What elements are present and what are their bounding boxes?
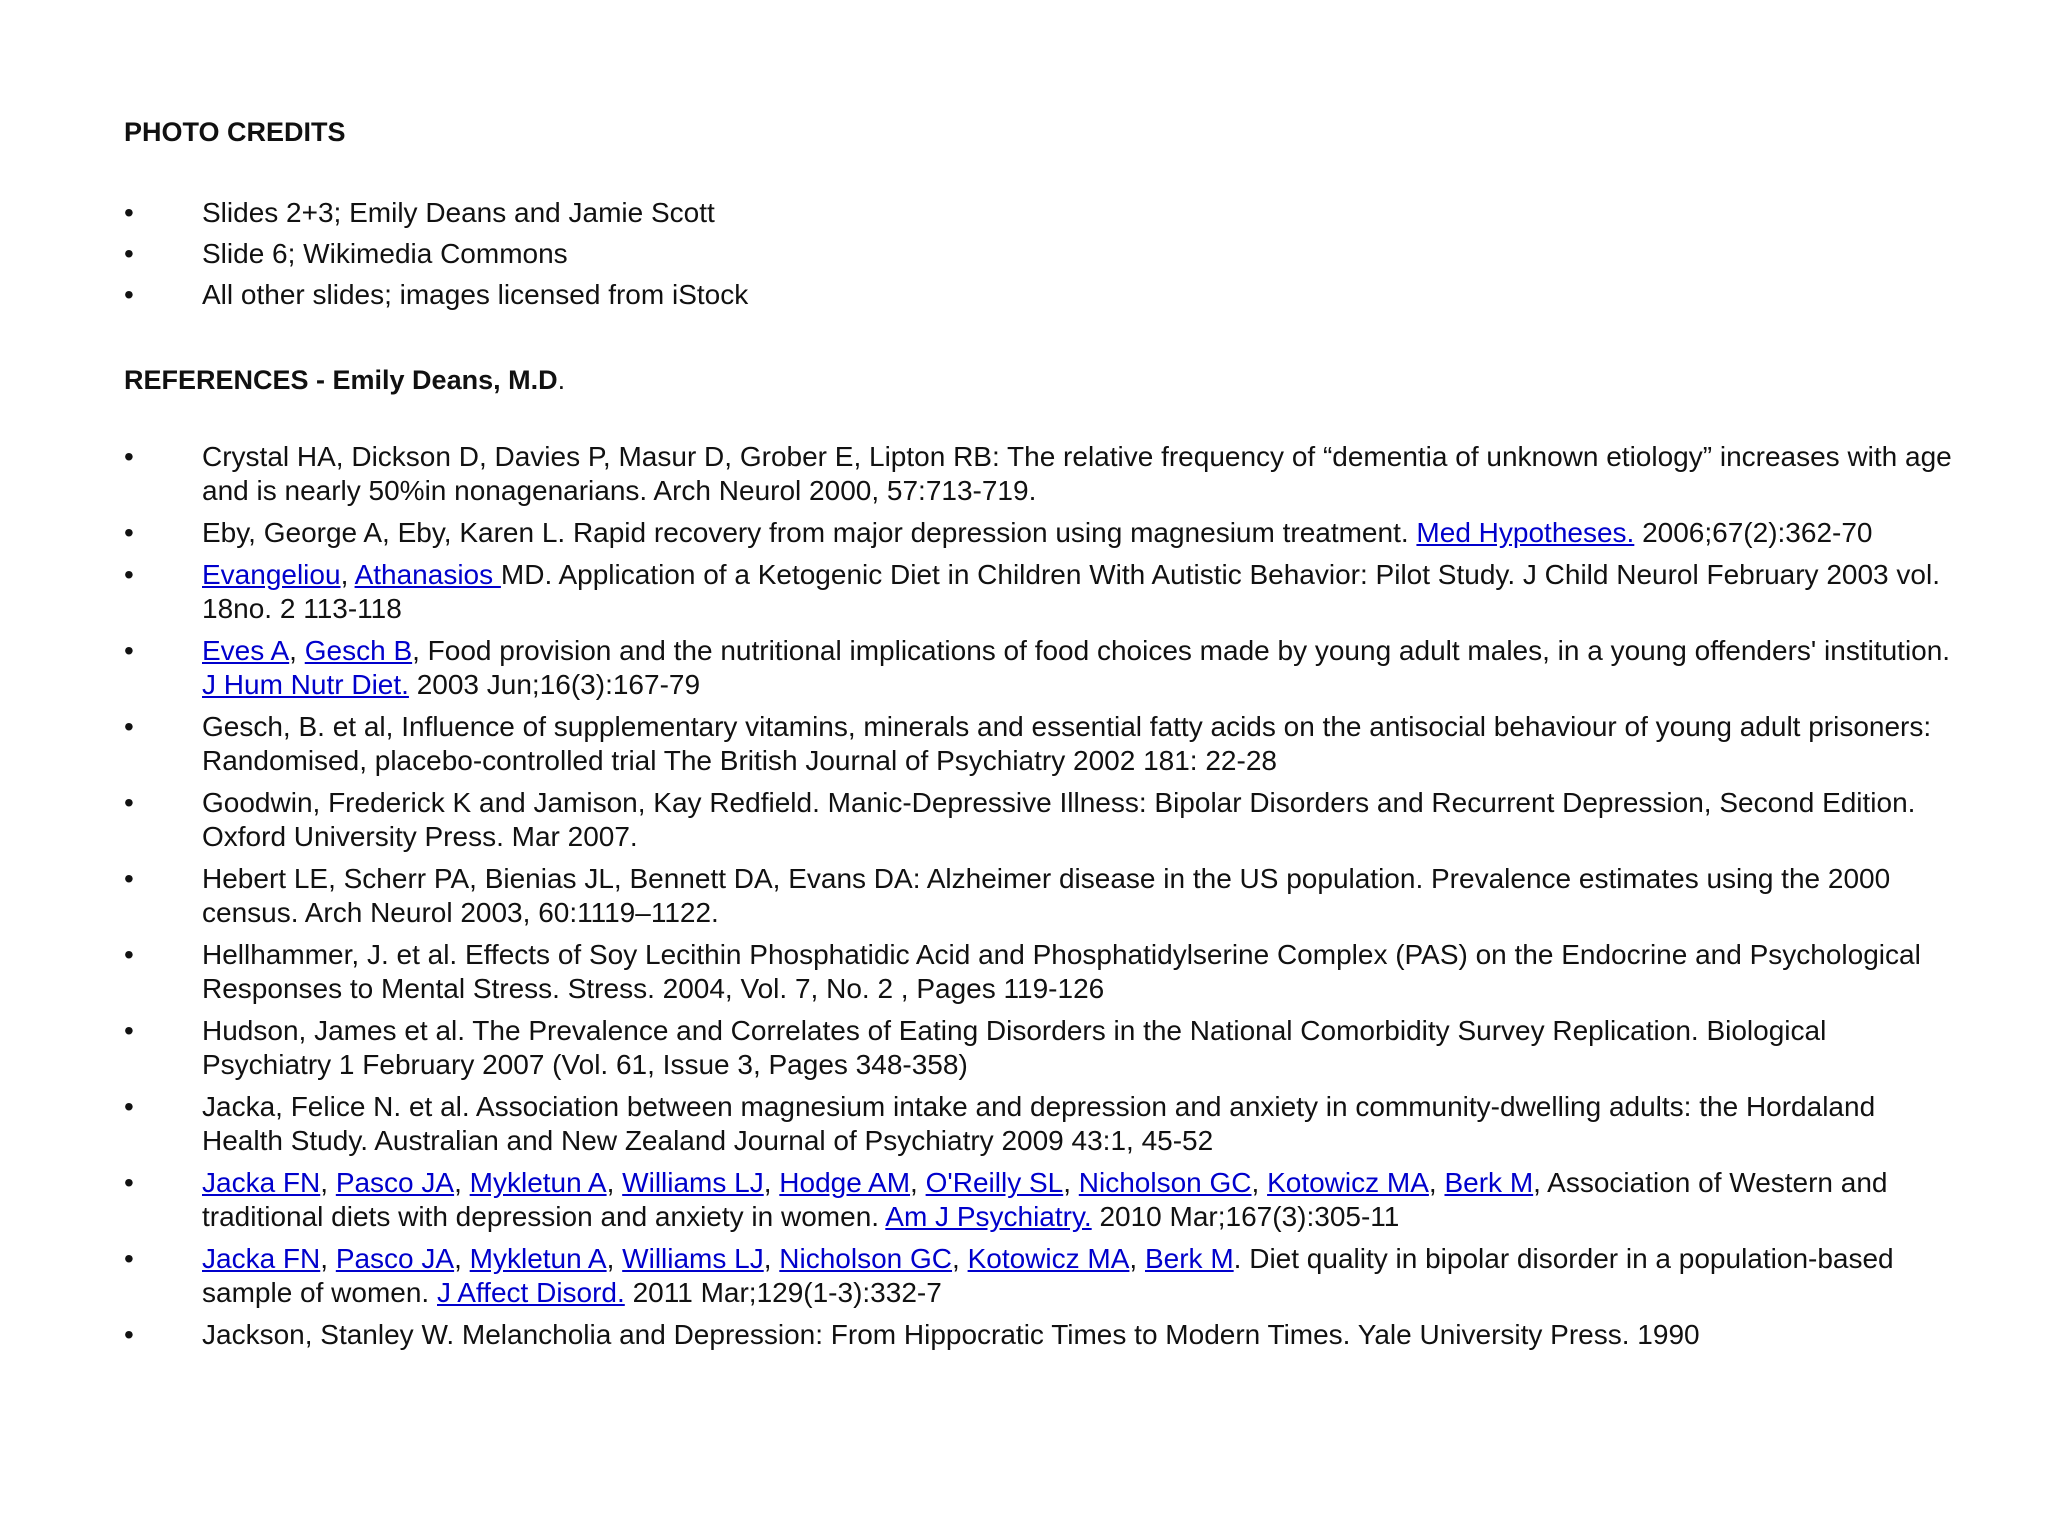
reference-text-segment: ,	[320, 1243, 336, 1274]
bullet-icon: •	[124, 279, 134, 310]
reference-link[interactable]: Hodge AM	[779, 1167, 911, 1198]
reference-link[interactable]: Jacka FN	[202, 1167, 321, 1198]
reference-text-segment: ,	[1428, 1167, 1445, 1198]
bullet-icon: •	[124, 787, 134, 818]
reference-link[interactable]: Eves A	[202, 635, 290, 666]
reference-link[interactable]: Gesch B	[304, 635, 413, 666]
bullet-icon: •	[124, 517, 134, 548]
reference-link[interactable]: Kotowicz MA	[967, 1243, 1130, 1274]
bullet-icon: •	[124, 939, 134, 970]
bullet-icon: •	[124, 1319, 134, 1350]
reference-item	[124, 1318, 1954, 1352]
reference-text-segment: ,	[320, 1167, 336, 1198]
reference-text-segment: ,	[952, 1243, 968, 1274]
photo-credits-heading: PHOTO CREDITS	[124, 117, 346, 147]
reference-text	[202, 1319, 1700, 1350]
reference-item	[124, 710, 1954, 778]
reference-text	[202, 1243, 1894, 1308]
reference-text-segment: . Diet quality in bipolar disorder in a population-based sample of women.	[202, 1243, 1894, 1308]
reference-text-segment: Jacka, Felice N. et al. Association between magnesium intake and depression and anxiety in community-dwelling adults: the Hordaland Health Study. Australian and New Zealand Journal of Psychiatry 2009 43:1, 45-52	[202, 1091, 1876, 1156]
reference-item	[124, 440, 1954, 508]
bullet-icon: •	[124, 197, 134, 228]
reference-item	[124, 786, 1954, 854]
list-item	[124, 233, 1954, 274]
reference-text-segment: Jackson, Stanley W. Melancholia and Depression: From Hippocratic Times to Modern Times. Yale University Press. 1990	[202, 1319, 1700, 1350]
reference-link[interactable]: Williams LJ	[622, 1167, 764, 1198]
bullet-icon: •	[124, 1015, 134, 1046]
reference-text	[202, 1091, 1875, 1156]
reference-text-segment: 2010 Mar;167(3):305-11	[1091, 1201, 1400, 1232]
reference-text-segment: 2006;67(2):362-70	[1634, 517, 1873, 548]
reference-text	[202, 787, 1915, 852]
reference-link[interactable]: Athanasios	[354, 559, 501, 590]
references-list	[124, 440, 1954, 1352]
reference-text-segment: ,	[1251, 1167, 1268, 1198]
reference-text	[202, 559, 1940, 624]
reference-text	[202, 517, 1873, 548]
reference-item	[124, 862, 1954, 930]
reference-text-segment: ,	[606, 1243, 623, 1274]
references-heading-text: REFERENCES - Emily Deans, M.D	[124, 365, 558, 395]
reference-text-segment: ,	[1129, 1243, 1145, 1274]
reference-text-segment: ,	[763, 1243, 780, 1274]
reference-link[interactable]: Mykletun A	[469, 1243, 607, 1274]
bullet-icon: •	[124, 238, 134, 269]
reference-link[interactable]: J Hum Nutr Diet.	[202, 669, 409, 700]
reference-link[interactable]: Pasco JA	[335, 1167, 455, 1198]
reference-text-segment: Goodwin, Frederick K and Jamison, Kay Redfield. Manic-Depressive Illness: Bipolar Disorders and Recurrent Depression, Second Edition. Oxford University Press. Mar 2007.	[202, 787, 1916, 852]
reference-link[interactable]: Berk M	[1144, 1243, 1234, 1274]
reference-text-segment: , Food provision and the nutritional implications of food choices made by young adult males, in a young offenders' institution.	[412, 635, 1951, 666]
reference-item	[124, 1090, 1954, 1158]
reference-link[interactable]: Mykletun A	[469, 1167, 607, 1198]
bullet-icon: •	[124, 1243, 134, 1274]
credit-text: All other slides; images licensed from iStock	[202, 279, 749, 310]
reference-item	[124, 1166, 1954, 1234]
reference-link[interactable]: J Affect Disord.	[437, 1277, 625, 1308]
references-heading-period: .	[557, 365, 566, 395]
reference-link[interactable]: Nicholson GC	[779, 1243, 953, 1274]
reference-text-segment: Gesch, B. et al, Influence of supplementary vitamins, minerals and essential fatty acids on the antisocial behaviour of young adult prisoners: Randomised, placebo-controlled trial The British Journal of Psychiatry 2002 181: 22-28	[202, 711, 1932, 776]
reference-text-segment: Hudson, James et al. The Prevalence and Correlates of Eating Disorders in the National Comorbidity Survey Replication. Biological Psychiatry 1 February 2007 (Vol. 61, Issue 3, Pages 348-358)	[202, 1015, 1827, 1080]
reference-text	[202, 863, 1890, 928]
reference-link[interactable]: Pasco JA	[335, 1243, 455, 1274]
reference-text-segment: ,	[340, 559, 355, 590]
reference-text-segment: ,	[289, 635, 305, 666]
reference-text-segment: Hellhammer, J. et al. Effects of Soy Lecithin Phosphatidic Acid and Phosphatidylserine Complex (PAS) on the Endocrine and Psychological Responses to Mental Stress. Stress. 2004, Vol. 7, No. 2 , Pages 119-126	[202, 939, 1921, 1004]
reference-text-segment: ,	[454, 1243, 470, 1274]
reference-text-segment: MD. Application of a Ketogenic Diet in Children With Autistic Behavior: Pilot Study. J Child Neurol February 2003 vol. 18no. 2 113-118	[202, 559, 1940, 624]
reference-text-segment: ,	[910, 1167, 926, 1198]
reference-text-segment: ,	[454, 1167, 470, 1198]
bullet-icon: •	[124, 863, 134, 894]
reference-item	[124, 634, 1954, 702]
reference-link[interactable]: Williams LJ	[622, 1243, 764, 1274]
credit-text: Slide 6; Wikimedia Commons	[202, 238, 568, 269]
bullet-icon: •	[124, 559, 134, 590]
reference-text-segment: Hebert LE, Scherr PA, Bienias JL, Bennett DA, Evans DA: Alzheimer disease in the US population. Prevalence estimates using the 2000 census. Arch Neurol 2003, 60:1119–1122.	[202, 863, 1891, 928]
credit-text: Slides 2+3; Emily Deans and Jamie Scott	[202, 197, 715, 228]
reference-text-segment: 2011 Mar;129(1-3):332-7	[624, 1277, 942, 1308]
reference-text-segment: ,	[763, 1167, 780, 1198]
reference-link[interactable]: Evangeliou	[202, 559, 341, 590]
reference-text-segment: ,	[1063, 1167, 1079, 1198]
reference-link[interactable]: Kotowicz MA	[1267, 1167, 1429, 1198]
reference-item	[124, 558, 1954, 626]
reference-text-segment: Eby, George A, Eby, Karen L. Rapid recovery from major depression using magnesium treatment.	[202, 517, 1417, 548]
bullet-icon: •	[124, 1167, 134, 1198]
reference-text-segment: Crystal HA, Dickson D, Davies P, Masur D, Grober E, Lipton RB: The relative frequency of “dementia of unknown etiology” increases with age and is nearly 50%in nonagenarians. Arch Neurol 2000, 57:713-719.	[202, 441, 1952, 506]
bullet-icon: •	[124, 441, 134, 472]
reference-text	[202, 1015, 1826, 1080]
document-page	[124, 112, 1954, 1360]
bullet-icon: •	[124, 711, 134, 742]
reference-item	[124, 938, 1954, 1006]
list-item	[124, 192, 1954, 233]
reference-text	[202, 939, 1921, 1004]
references-heading	[124, 360, 1954, 400]
photo-credits-list	[124, 192, 1954, 315]
reference-item	[124, 1242, 1954, 1310]
reference-link[interactable]: O'Reilly SL	[925, 1167, 1064, 1198]
reference-link[interactable]: Jacka FN	[202, 1243, 321, 1274]
reference-text	[202, 635, 1950, 700]
bullet-icon: •	[124, 635, 134, 666]
reference-link[interactable]: Nicholson GC	[1078, 1167, 1252, 1198]
reference-text	[202, 441, 1952, 506]
reference-link[interactable]: Am J Psychiatry.	[885, 1201, 1092, 1232]
reference-link[interactable]: Med Hypotheses.	[1416, 517, 1635, 548]
reference-text	[202, 711, 1931, 776]
reference-text	[202, 1167, 1888, 1232]
reference-item	[124, 1014, 1954, 1082]
reference-text-segment: ,	[606, 1167, 623, 1198]
reference-item	[124, 516, 1954, 550]
list-item	[124, 274, 1954, 315]
reference-text-segment: 2003 Jun;16(3):167-79	[408, 669, 701, 700]
reference-text-segment: , Association of Western and traditional diets with depression and anxiety in women.	[202, 1167, 1888, 1232]
reference-link[interactable]: Berk M	[1444, 1167, 1534, 1198]
bullet-icon: •	[124, 1091, 134, 1122]
